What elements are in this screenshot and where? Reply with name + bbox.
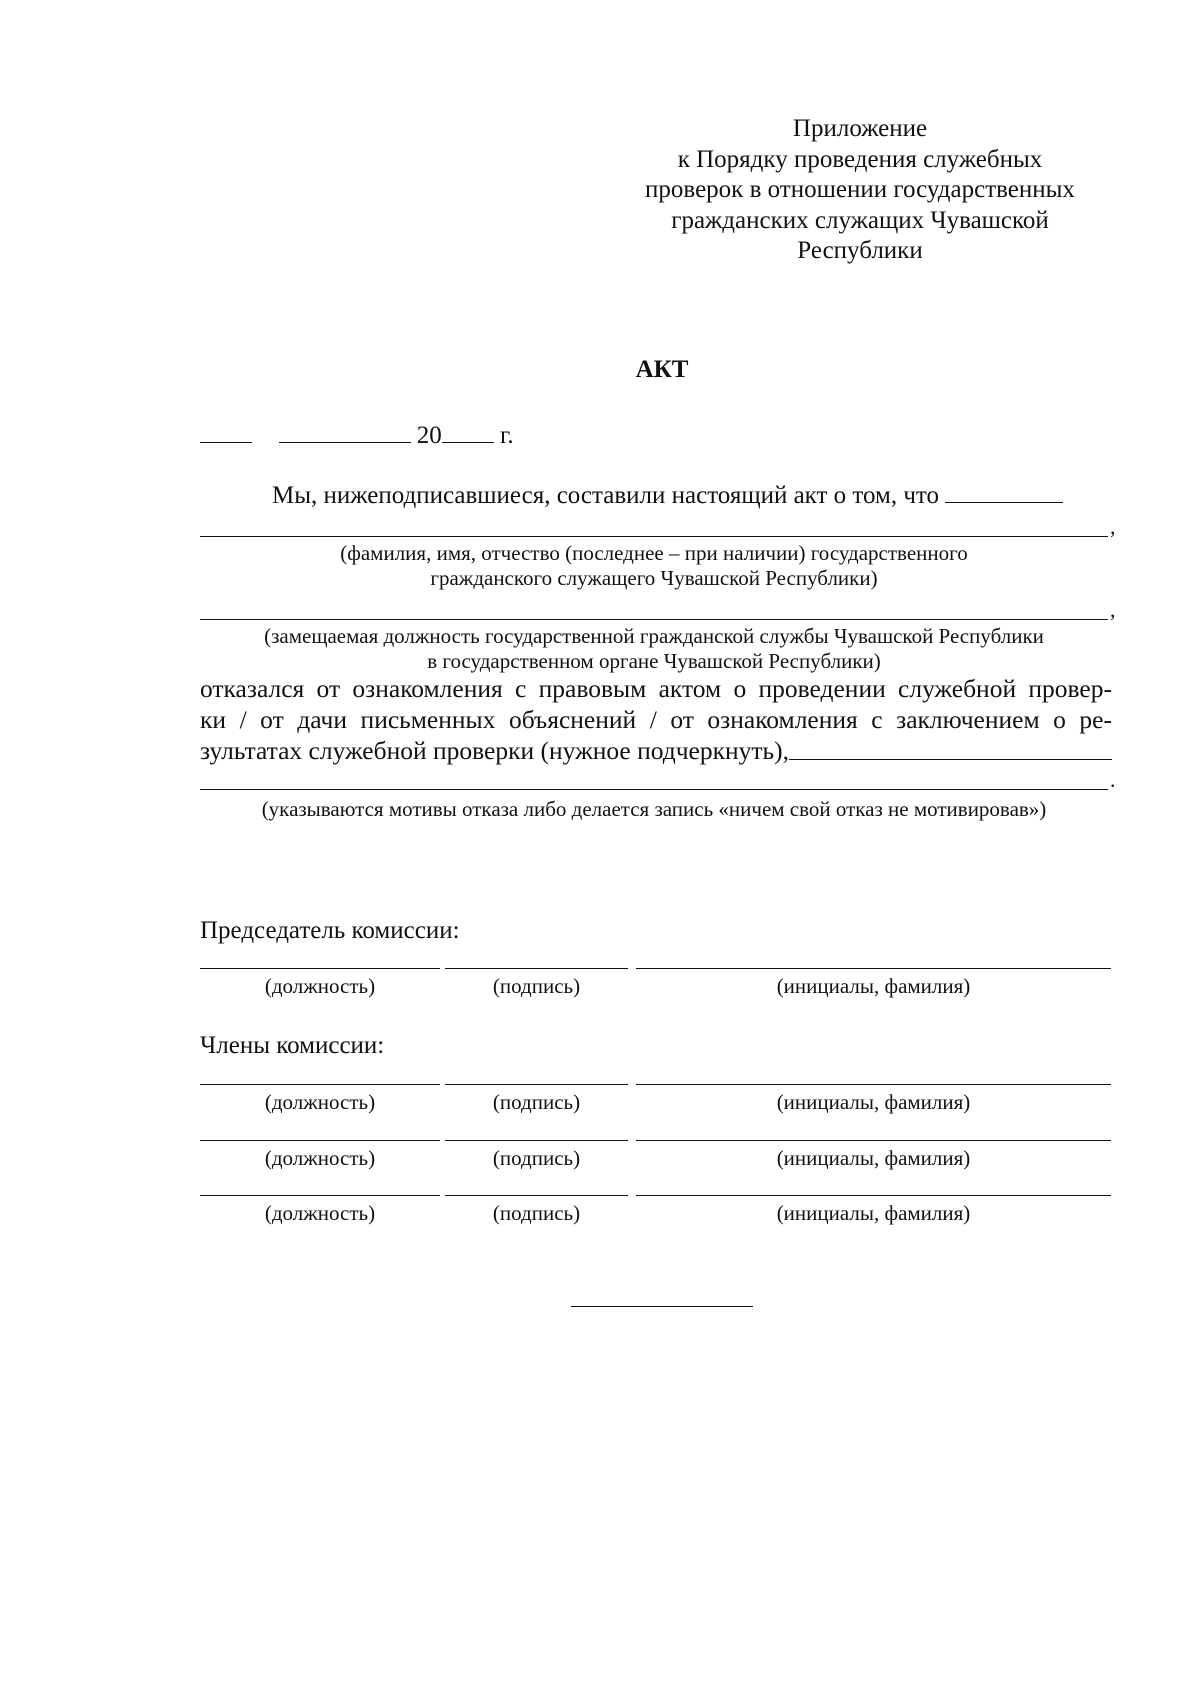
name-blank[interactable] xyxy=(636,1140,1111,1141)
year-blank[interactable] xyxy=(442,418,494,443)
body-line: отказался от ознакомления с правовым актом о проведении служебной провер- xyxy=(200,674,1112,703)
position-caption: (должность) xyxy=(264,1201,376,1225)
document-title: АКТ xyxy=(635,356,689,383)
chairman-label: Председатель комиссии: xyxy=(200,917,460,944)
signature-caption: (подпись) xyxy=(492,974,581,998)
reason-line[interactable] xyxy=(200,789,1108,790)
year-prefix: 20 xyxy=(416,422,442,449)
position-caption: (должность) xyxy=(264,1146,376,1170)
position-blank[interactable] xyxy=(200,1084,440,1085)
position-caption xyxy=(200,624,1108,674)
members-label: Члены комиссии: xyxy=(200,1032,385,1059)
signature-blank[interactable] xyxy=(445,1140,628,1141)
caption-line: (фамилия, имя, отчество (последнее – при наличии) государственного xyxy=(340,541,968,565)
name-caption: (инициалы, фамилия) xyxy=(776,1201,971,1225)
caption-line: гражданского служащего Чувашской Республики) xyxy=(430,566,878,590)
caption-line: (замещаемая должность государственной гражданской службы Чувашской Республики xyxy=(264,624,1044,648)
day-blank[interactable] xyxy=(200,418,252,443)
signature-blank[interactable] xyxy=(445,1084,628,1085)
refusal-paragraph xyxy=(200,673,1112,766)
position-blank[interactable] xyxy=(200,1195,440,1196)
caption-line: в государственном органе Чувашской Республики) xyxy=(427,649,881,673)
month-blank[interactable] xyxy=(279,418,411,443)
employee-name-caption xyxy=(200,541,1108,591)
intro-text: Мы, нижеподписавшиеся, составили настоящий акт о том, что xyxy=(272,482,940,509)
signature-blank[interactable] xyxy=(445,968,628,969)
appendix-line: гражданских служащих Чувашской xyxy=(671,206,1049,234)
period: . xyxy=(1110,767,1116,792)
end-divider xyxy=(571,1306,753,1307)
reason-blank[interactable] xyxy=(789,758,1112,760)
position-caption: (должность) xyxy=(264,974,376,998)
body-line: ки / от дачи письменных объяснений / от ознакомления с заключением о ре- xyxy=(200,705,1112,734)
name-blank[interactable] xyxy=(636,1195,1111,1196)
appendix-line: к Порядку проведения служебных xyxy=(677,145,1043,173)
name-caption: (инициалы, фамилия) xyxy=(776,1146,971,1170)
appendix-line: Приложение xyxy=(792,115,928,142)
date-row xyxy=(200,418,514,450)
signature-blank[interactable] xyxy=(445,1195,628,1196)
comma: , xyxy=(1110,514,1116,539)
reason-caption: (указываются мотивы отказа либо делается запись «ничем свой отказ не мотивировав») xyxy=(261,797,1047,821)
year-suffix: г. xyxy=(500,422,514,449)
name-blank[interactable] xyxy=(636,1084,1111,1085)
position-blank[interactable] xyxy=(200,968,440,969)
name-caption: (инициалы, фамилия) xyxy=(776,974,971,998)
position-line[interactable] xyxy=(200,619,1108,620)
comma: , xyxy=(1110,597,1116,622)
signature-caption: (подпись) xyxy=(492,1201,581,1225)
appendix-header xyxy=(600,114,1120,267)
signature-caption: (подпись) xyxy=(492,1090,581,1114)
intro-blank[interactable] xyxy=(945,478,1063,503)
appendix-line: проверок в отношении государственных xyxy=(645,176,1075,203)
signature-caption: (подпись) xyxy=(492,1146,581,1170)
intro-sentence xyxy=(272,478,1063,510)
position-caption: (должность) xyxy=(264,1090,376,1114)
body-line: зультатах служебной проверки (нужное подчеркнуть), xyxy=(200,736,790,765)
name-blank[interactable] xyxy=(636,968,1111,969)
position-blank[interactable] xyxy=(200,1140,440,1141)
appendix-line: Республики xyxy=(797,237,923,264)
body-line-last xyxy=(200,735,1112,766)
employee-name-line[interactable] xyxy=(200,536,1108,537)
name-caption: (инициалы, фамилия) xyxy=(776,1090,971,1114)
